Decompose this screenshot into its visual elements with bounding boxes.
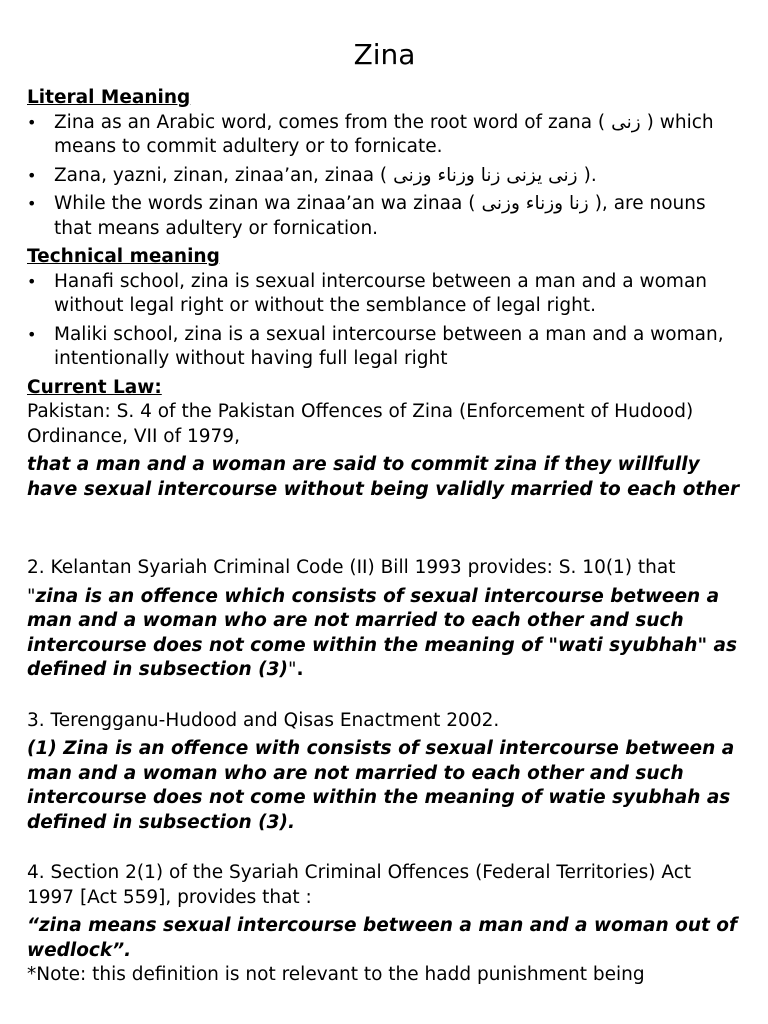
pakistan-quote: that a man and a woman are said to commit zina if they willfully have sexual intercourse without being validly married to each other (27, 454, 740, 500)
list-item: • Hanafi school, zina is sexual intercourse between a man and a woman without legal right or without the semblance of legal right. (27, 270, 742, 319)
list-item: • Zana, yazni, zinan, zinaa’an, zinaa ( زنى يزنى زنا وزناء وزنى ). (27, 164, 742, 189)
arabic-text: زنا وزناء وزنى (481, 193, 589, 214)
literal-meaning-heading: Literal Meaning (27, 87, 191, 108)
list-item: • While the words zinan wa zinaa’an wa zinaa ( زنا وزناء وزنى ), are nouns that means adultery or fornication. (27, 192, 742, 241)
federal-quote: “zina means sexual intercourse between a man and a woman out of wedlock”. (27, 915, 738, 961)
arabic-text: زنى (611, 111, 641, 133)
list-item: • Zina as an Arabic word, comes from the root word of zana ( زنى ) which means to commit adultery or to fornicate. (27, 111, 742, 160)
kelantan-quote: zina is an offence which consists of sexual intercourse between a man and a woman who are not married to each other and such intercourse does not come within the meaning of "wati syubhah" as defined in subsection (3) (27, 585, 738, 680)
page-title: Zina (353, 38, 416, 71)
kelantan-paragraph: 2. Kelantan Syariah Criminal Code (II) Bill 1993 provides: S. 10(1) that (27, 557, 676, 578)
technical-meaning-heading: Technical meaning (27, 246, 220, 267)
pakistan-paragraph: Pakistan: S. 4 of the Pakistan Offences of Zina (Enforcement of Hudood) Ordinance, VII of 1979, (27, 401, 694, 447)
technical-meaning-list (27, 270, 742, 372)
current-law-heading: Current Law: (27, 376, 162, 398)
note-paragraph: *Note: this definition is not relevant to the hadd punishment being (27, 964, 645, 985)
list-item: • Maliki school, zina is a sexual intercourse between a man and a woman, intentionally without having full legal right (27, 323, 742, 372)
terengganu-quote: (1) Zina is an offence with consists of sexual intercourse between a man and a woman who are not married to each other and such intercourse does not come within the meaning of watie syubhah as defined in subsection (3). (27, 738, 735, 833)
literal-meaning-list (27, 111, 742, 242)
arabic-text: زنى يزنى زنا وزناء وزنى (393, 164, 578, 186)
federal-paragraph: 4. Section 2(1) of the Syariah Criminal Offences (Federal Territories) Act 1997 [Act 559], provides that : (27, 862, 692, 908)
kelantan-quote-paragraph: "zina is an offence which consists of sexual intercourse between a man and a woman who are not married to each other and such intercourse does not come within the meaning of "wati syubhah" as defined in subsection (3)". (27, 585, 738, 680)
terengganu-paragraph: 3. Terengganu-Hudood and Qisas Enactment 2002. (27, 709, 500, 731)
